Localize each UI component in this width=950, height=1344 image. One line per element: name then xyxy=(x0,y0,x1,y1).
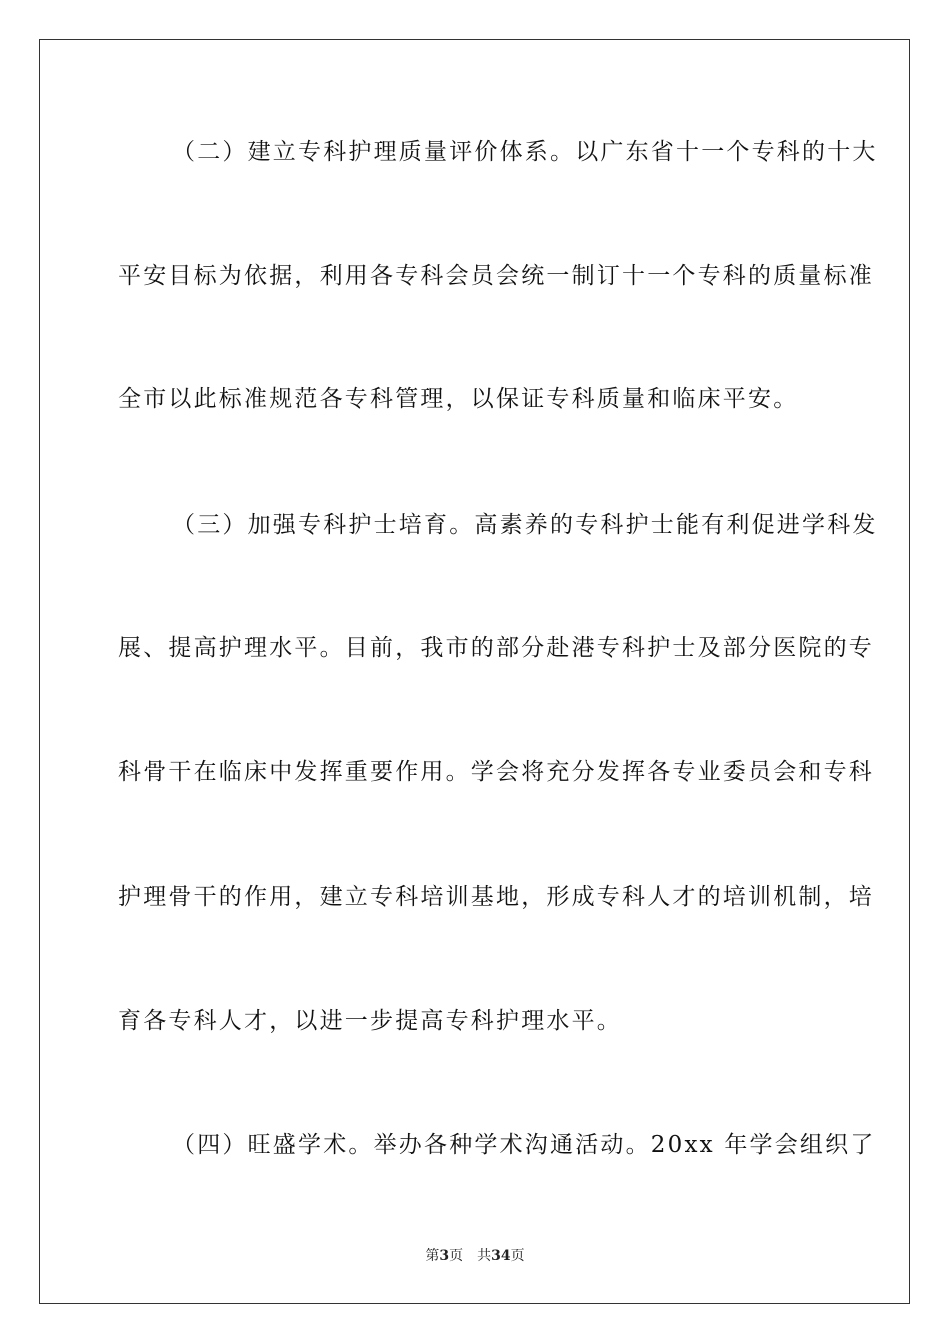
footer-total-prefix: 共 xyxy=(477,1248,492,1264)
footer-page-current: 3 xyxy=(439,1248,450,1264)
paragraph-2-line-1: （二）建立专科护理质量评价体系。以广东省十一个专科的十大 xyxy=(172,139,878,165)
paragraph-3-line-4: 护理骨干的作用，建立专科培训基地，形成专科人才的培训机制，培 xyxy=(118,884,874,910)
page-footer xyxy=(0,1247,950,1265)
footer-page-total: 34 xyxy=(491,1248,511,1264)
paragraph-4-line-1: （四）旺盛学术。举办各种学术沟通活动。20xx 年学会组织了 xyxy=(172,1132,876,1158)
page-border xyxy=(39,39,910,1304)
footer-total-suffix: 页 xyxy=(510,1248,525,1264)
paragraph-3-line-1: （三）加强专科护士培育。高素养的专科护士能有利促进学科发 xyxy=(172,512,878,538)
paragraph-3-line-5: 育各专科人才，以进一步提高专科护理水平。 xyxy=(118,1008,622,1034)
paragraph-2-line-2: 平安目标为依据，利用各专科会员会统一制订十一个专科的质量标准 xyxy=(118,263,874,289)
paragraph-2-line-3: 全市以此标准规范各专科管理，以保证专科质量和临床平安。 xyxy=(118,386,799,412)
footer-page-suffix: 页 xyxy=(449,1248,464,1264)
footer-page-prefix: 第 xyxy=(425,1248,440,1264)
paragraph-3-line-2: 展、提高护理水平。目前，我市的部分赴港专科护士及部分医院的专 xyxy=(118,635,874,661)
paragraph-3-line-3: 科骨干在临床中发挥重要作用。学会将充分发挥各专业委员会和专科 xyxy=(118,759,874,785)
